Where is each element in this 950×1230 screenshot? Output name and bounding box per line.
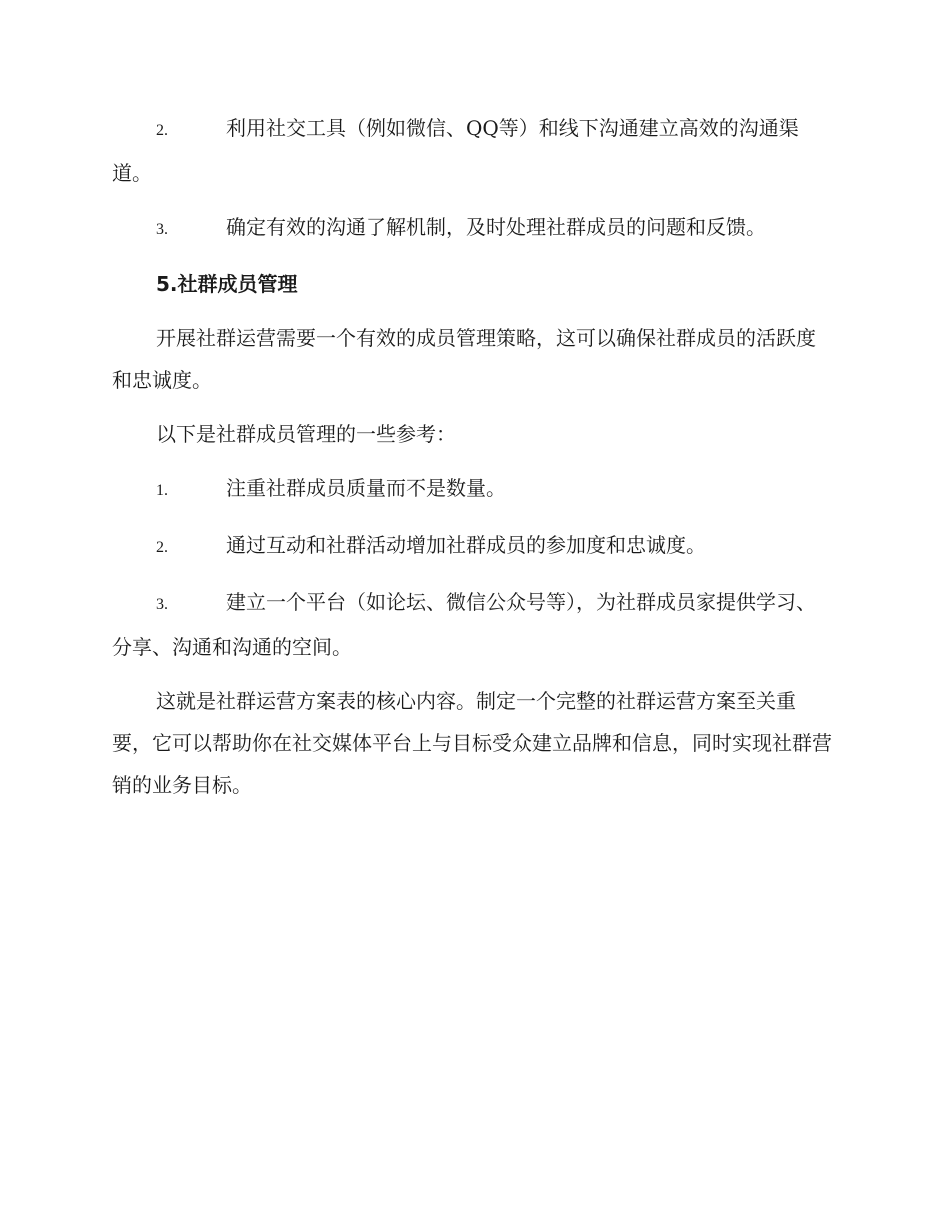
list-text: 建立一个平台（如论坛、微信公众号等），为社群成员家提供学习、分享、沟通和沟通的空间。 (112, 590, 816, 659)
conclusion-paragraph: 这就是社群运营方案表的核心内容。制定一个完整的社群运营方案至关重要，它可以帮助你在社交媒体平台上与目标受众建立品牌和信息，同时实现社群营销的业务目标。 (112, 689, 832, 797)
list-number: 3. (156, 596, 168, 613)
list-item (112, 524, 832, 569)
list-number: 2. (156, 122, 168, 139)
list-number: 1. (156, 482, 168, 499)
list-item (112, 107, 832, 194)
list-text: 通过互动和社群活动增加社群成员的参加度和忠诚度。 (226, 533, 706, 557)
section-heading: 5.社群成员管理 (156, 272, 298, 296)
list-item (112, 581, 832, 668)
list-item (112, 206, 832, 251)
list-text: 确定有效的沟通了解机制，及时处理社群成员的问题和反馈。 (226, 215, 766, 239)
list-number: 2. (156, 539, 168, 556)
list-number: 3. (156, 221, 168, 238)
document-body (112, 107, 832, 818)
section-lead-paragraph: 以下是社群成员管理的一些参考： (156, 422, 456, 446)
list-text: 利用社交工具（例如微信、QQ等）和线下沟通建立高效的沟通渠道。 (112, 116, 799, 185)
list-item (112, 467, 832, 512)
list-text: 注重社群成员质量而不是数量。 (226, 476, 506, 500)
section-intro-paragraph: 开展社群运营需要一个有效的成员管理策略，这可以确保社群成员的活跃度和忠诚度。 (112, 326, 816, 392)
